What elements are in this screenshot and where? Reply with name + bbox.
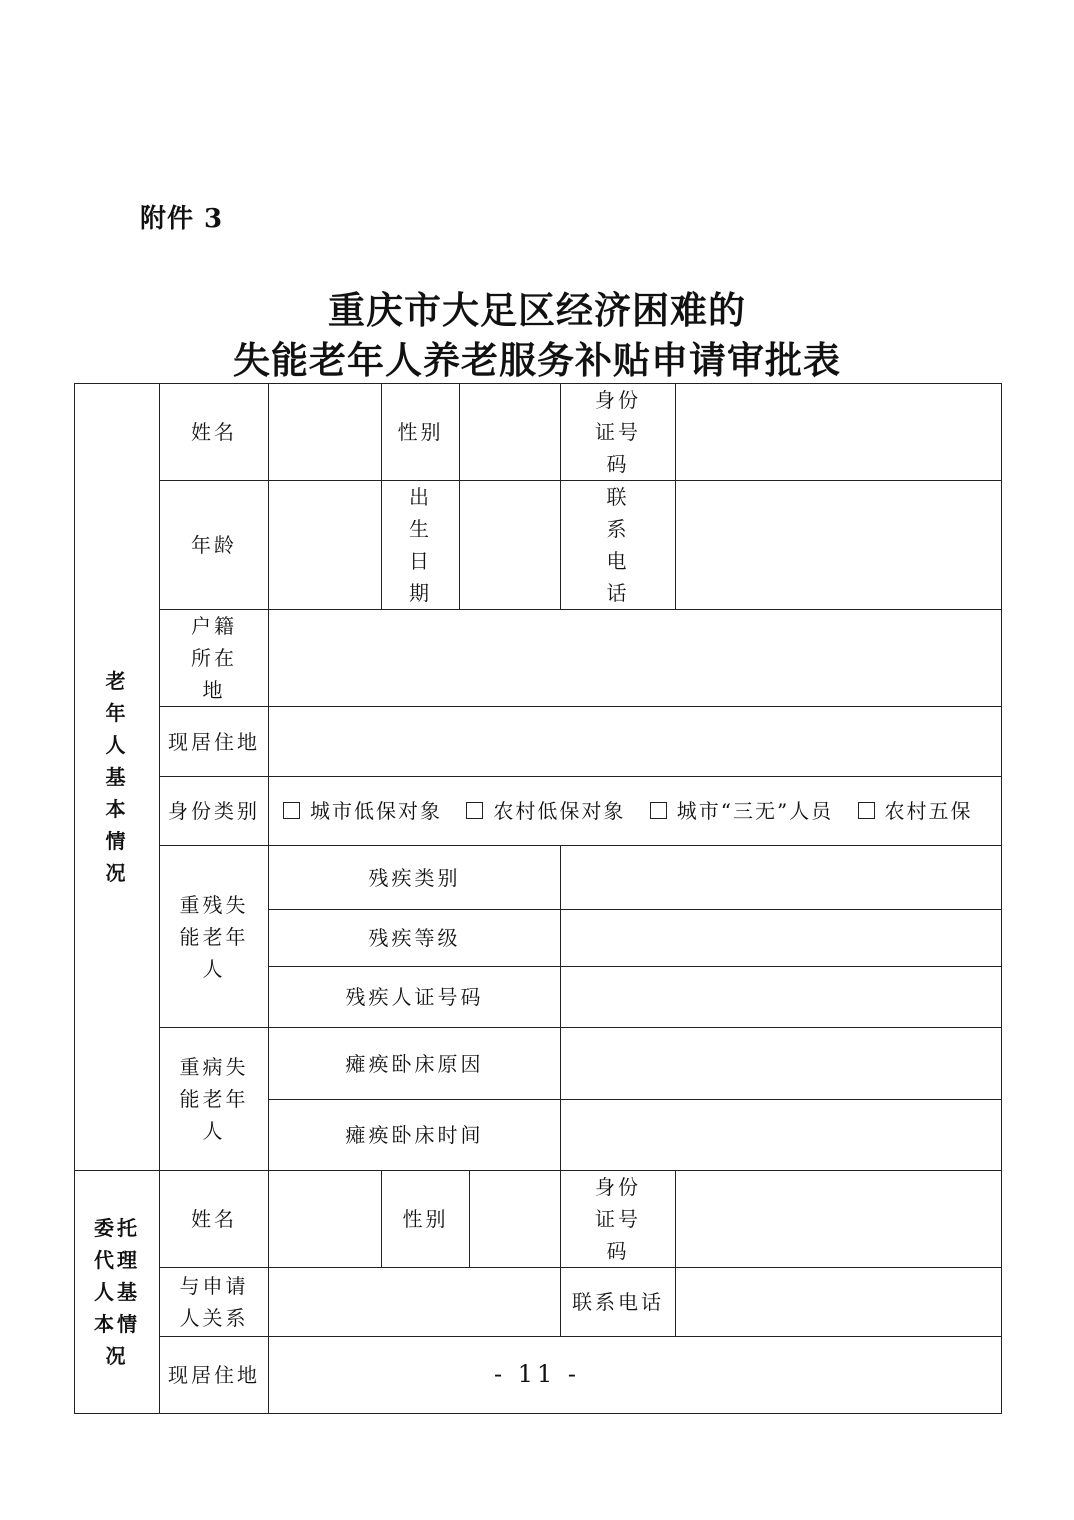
elderly-id-label: 身份证号码 [561, 384, 676, 481]
elderly-phone-value[interactable] [676, 481, 1002, 610]
page-number: - 11 - [493, 1360, 580, 1388]
elderly-id-value[interactable] [676, 384, 1002, 481]
agent-name-value[interactable] [269, 1171, 382, 1268]
elderly-residence-label: 现居住地 [160, 707, 269, 777]
elderly-birth-label: 出生日期 [382, 481, 460, 610]
elderly-household-label: 户籍所在地 [160, 610, 269, 707]
ill-group-label: 重病失能老年人 [160, 1028, 269, 1171]
identity-type-label: 身份类别 [160, 777, 269, 846]
disability-type-label: 残疾类别 [269, 846, 561, 910]
elderly-household-value[interactable] [269, 610, 1002, 707]
agent-phone-label: 联系电话 [561, 1268, 676, 1337]
elderly-gender-label: 性别 [382, 384, 460, 481]
agent-section-label: 委托代理人基本情况 [75, 1171, 160, 1414]
bedridden-time-value[interactable] [561, 1100, 1002, 1171]
checkbox-rural-dibao[interactable] [466, 802, 483, 819]
agent-phone-value[interactable] [676, 1268, 1002, 1337]
elderly-section-label: 老年人基本情况 [75, 384, 160, 1171]
agent-gender-label: 性别 [382, 1171, 470, 1268]
bedridden-reason-label: 瘫痪卧床原因 [269, 1028, 561, 1100]
form-title-line1: 重庆市大足区经济困难的 [328, 288, 746, 332]
form-title-line2: 失能老年人养老服务补贴申请审批表 [233, 338, 841, 382]
agent-id-label: 身份证号码 [561, 1171, 676, 1268]
bedridden-reason-value[interactable] [561, 1028, 1002, 1100]
elderly-gender-value[interactable] [460, 384, 561, 481]
elderly-name-value[interactable] [269, 384, 382, 481]
elderly-age-label: 年龄 [160, 481, 269, 610]
agent-relation-value[interactable] [269, 1268, 561, 1337]
agent-gender-value[interactable] [470, 1171, 561, 1268]
agent-relation-label: 与申请人关系 [160, 1268, 269, 1337]
option-rural-dibao: 农村低保对象 [493, 799, 626, 823]
identity-type-options [269, 777, 1002, 846]
disability-level-label: 残疾等级 [269, 910, 561, 967]
agent-name-label: 姓名 [160, 1171, 269, 1268]
disabled-group-label: 重残失能老年人 [160, 846, 269, 1028]
checkbox-urban-sanwu[interactable] [650, 802, 667, 819]
option-rural-wubao: 农村五保 [884, 799, 973, 823]
elderly-age-value[interactable] [269, 481, 382, 610]
elderly-name-label: 姓名 [160, 384, 269, 481]
agent-residence-label: 现居住地 [160, 1337, 269, 1414]
checkbox-rural-wubao[interactable] [858, 802, 875, 819]
disability-cert-value[interactable] [561, 967, 1002, 1028]
agent-id-value[interactable] [676, 1171, 1002, 1268]
option-urban-dibao: 城市低保对象 [310, 799, 442, 823]
attachment-label: 附件 3 [140, 204, 224, 234]
option-urban-sanwu: 城市“三无”人员 [676, 799, 834, 823]
application-form-table [74, 383, 1002, 1414]
disability-level-value[interactable] [561, 910, 1002, 967]
checkbox-urban-dibao[interactable] [283, 802, 300, 819]
bedridden-time-label: 瘫痪卧床时间 [269, 1100, 561, 1171]
disability-cert-label: 残疾人证号码 [269, 967, 561, 1028]
elderly-phone-label: 联系电话 [561, 481, 676, 610]
elderly-birth-value[interactable] [460, 481, 561, 610]
disability-type-value[interactable] [561, 846, 1002, 910]
elderly-residence-value[interactable] [269, 707, 1002, 777]
